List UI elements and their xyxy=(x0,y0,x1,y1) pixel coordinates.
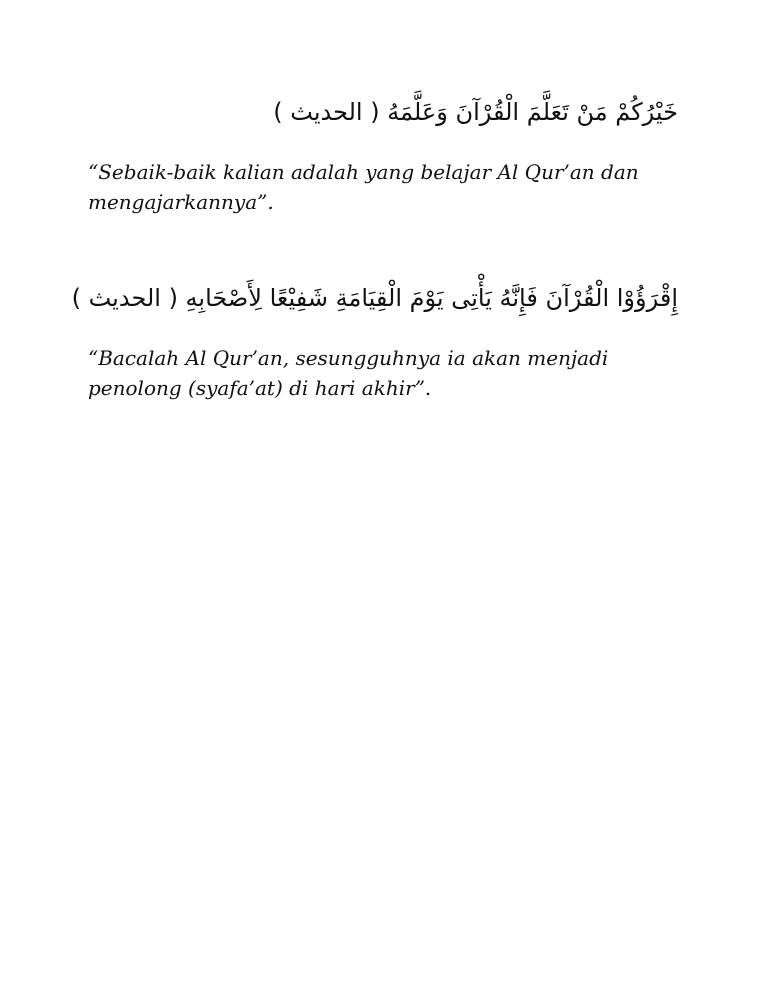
hadith-translation-2: “Bacalah Al Qur’an, sesungguhnya ia akan menjadi penolong (syafa’at) di hari akhir”. xyxy=(88,346,609,400)
hadith-arabic-2: إِقْرَؤُوْا الْقُرْآنَ فَإِنَّهُ يَأْتِى يَوْمَ الْقِيَامَةِ شَفِيْعًا لِأَصْحَابِهِ ( الحديث ) xyxy=(71,284,678,312)
hadith-arabic-1: خَيْرُكُمْ مَنْ تَعَلَّمَ الْقُرْآنَ وَعَلَّمَهُ ( الحديث ) xyxy=(273,98,678,126)
hadith-translation-1: “Sebaik-baik kalian adalah yang belajar Al Qur’an dan mengajarkannya”. xyxy=(88,160,639,214)
